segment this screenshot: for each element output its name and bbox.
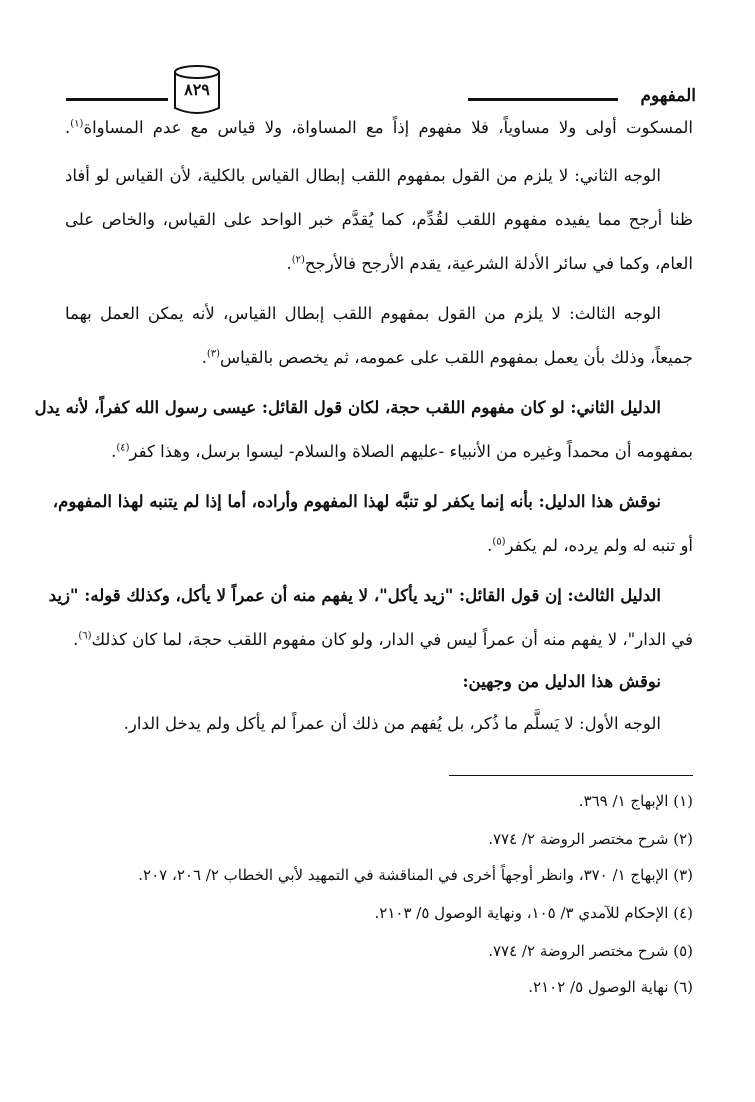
text-line: العام، وكما في سائر الأدلة الشرعية، يقدم الأرجح فالأرجح$^{(٢)}$. [286, 254, 693, 273]
footnote: (٢) شرح مختصر الروضة ٢/ ٧٧٤. [488, 830, 693, 848]
text-line: في الدار"، لا يفهم منه أن عمراً ليس في الدار، ولو كان مفهوم اللقب حجة، لما كان كذلك$^{(٦)}$. [73, 630, 693, 649]
footnote: (١) الإبهاج ١/ ٣٦٩. [578, 792, 693, 810]
text-line: نوقش هذا الدليل: بأنه إنما يكفر لو تنبَّه لهذا المفهوم وأراده، أما إذا لم يتنبه لهذا المفهوم، [52, 492, 661, 511]
header-rule-right [468, 98, 618, 101]
text-line: أو تنبه له ولم يرده، لم يكفر$^{(٥)}$. [487, 536, 693, 555]
text-line: بمفهومه أن محمداً وغيره من الأنبياء -عليهم الصلاة والسلام- ليسوا برسل، وهذا كفر$^{(٤)}$. [111, 442, 693, 461]
footnote: (٤) الإحكام للآمدي ٣/ ١٠٥، ونهاية الوصول ٥/ ٢١٠٣. [374, 904, 693, 922]
text-line: جميعاً، وذلك بأن يعمل بمفهوم اللقب على عمومه، ثم يخصص بالقياس$^{(٣)}$. [201, 348, 693, 367]
text-line: الوجه الأول: لا يَسلَّم ما ذُكر، بل يُفهم من ذلك أن عمراً لم يأكل ولم يدخل الدار. [123, 714, 661, 733]
page-number: ٨٢٩ [184, 80, 210, 99]
text-line: الدليل الثالث: إن قول القائل: "زيد يأكل"، لا يفهم منه أن عمراً لا يأكل، وكذلك قوله: "زيد [48, 586, 661, 605]
running-title: المفهوم [640, 86, 696, 106]
text-line: ظنا أرجح مما يفيده مفهوم اللقب لقُدِّم، كما يُقدَّم خبر الواحد على القياس، والخاص على [65, 210, 693, 229]
footnote: (٥) شرح مختصر الروضة ٢/ ٧٧٤. [488, 942, 693, 960]
page-number-frame [172, 64, 222, 114]
header-rule-left [66, 98, 168, 101]
footnote: (٦) نهاية الوصول ٥/ ٢١٠٢. [528, 978, 693, 996]
footnote-separator [449, 775, 693, 776]
text-line: المسكوت أولى ولا مساوياً، فلا مفهوم إذاً مع المساواة، ولا قياس مع عدم المساواة$^{(١)}$. [65, 118, 693, 137]
text-line: الدليل الثاني: لو كان مفهوم اللقب حجة، لكان قول القائل: عيسى رسول الله كفراً، لأنه يدل [34, 398, 661, 417]
footnote: (٣) الإبهاج ١/ ٣٧٠، وانظر أوجهاً أخرى في المناقشة في التمهيد لأبي الخطاب ٢/ ٢٠٦، ٢٠٧. [138, 866, 693, 884]
text-line: الوجه الثالث: لا يلزم من القول بمفهوم اللقب إبطال القياس، لأنه يمكن العمل بهما [65, 304, 661, 323]
page-header [66, 60, 696, 120]
text-line: نوقش هذا الدليل من وجهين: [462, 672, 661, 691]
text-line: الوجه الثاني: لا يلزم من القول بمفهوم اللقب إبطال القياس بالكلية، لأن القياس لو أفاد [65, 166, 661, 185]
